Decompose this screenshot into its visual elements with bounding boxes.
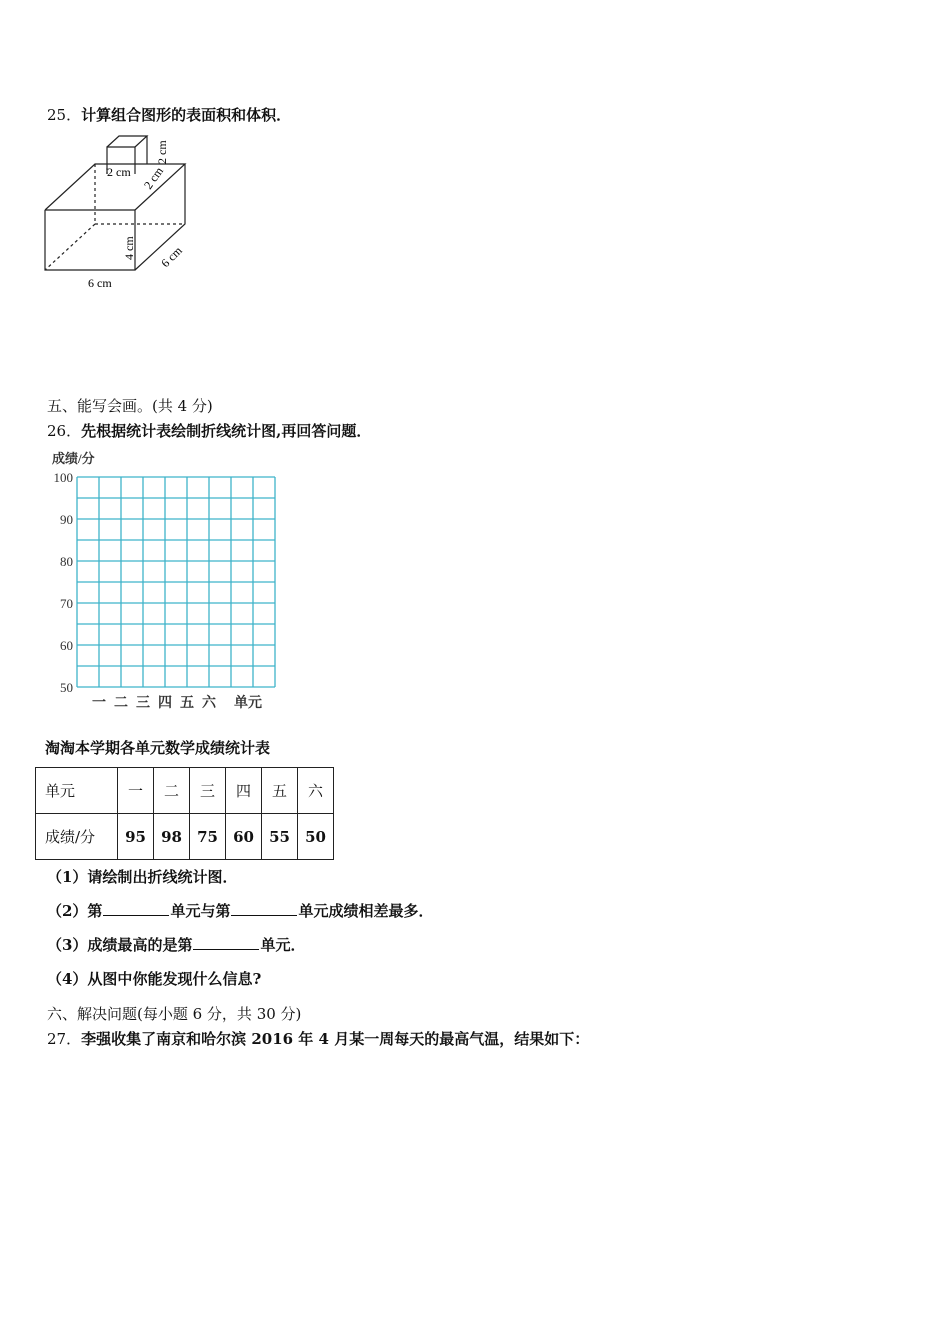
- label-small-depth: 2 cm: [140, 164, 167, 192]
- sub2-part-b: 单元与第: [170, 902, 231, 920]
- big-cuboid-hidden-edge: [45, 224, 95, 270]
- score-table: [35, 767, 334, 860]
- unit-cell: 六: [298, 768, 334, 814]
- question-number: 25．: [47, 106, 82, 124]
- sub-question-1: （1）请绘制出折线统计图．: [47, 868, 238, 886]
- y-tick-label: 100: [53, 470, 73, 485]
- x-tick-label: 二: [114, 696, 128, 711]
- sub2-part-c: 单元成绩相差最多．: [298, 902, 434, 920]
- x-axis-title: 单元: [234, 696, 262, 711]
- question-26: [47, 420, 371, 441]
- composite-solid-figure: [40, 128, 200, 293]
- q27-year: 2016: [251, 1030, 294, 1048]
- y-tick-label: 70: [60, 596, 73, 611]
- y-tick-label: 90: [60, 512, 73, 527]
- question-text: 先根据统计表绘制折线统计图,再回答问题．: [81, 422, 372, 440]
- sub3-part-b: 单元．: [260, 936, 306, 954]
- unit-cell: 四: [226, 768, 262, 814]
- section-5-title: 五、能写会画。(共 4 分): [47, 397, 213, 415]
- sub-question-3: [47, 934, 305, 955]
- score-header: 成绩/分: [36, 814, 118, 860]
- x-tick-label: 三: [136, 696, 150, 711]
- label-small-height: 2 cm: [155, 140, 169, 164]
- question-number: 27．: [47, 1030, 82, 1048]
- score-cell: 55: [262, 814, 298, 860]
- unit-cell: 五: [262, 768, 298, 814]
- label-big-width: 6 cm: [88, 276, 112, 290]
- x-tick-label: 六: [202, 696, 216, 711]
- q27-text-b: 年: [293, 1030, 319, 1048]
- sub-question-4: （4）从图中你能发现什么信息?: [47, 970, 262, 988]
- unit-cell: 一: [118, 768, 154, 814]
- score-cell: 95: [118, 814, 154, 860]
- label-big-height: 4 cm: [122, 236, 136, 260]
- question-25: [47, 104, 291, 125]
- unit-cell: 三: [190, 768, 226, 814]
- section-6-title: 六、解决问题(每小题 6 分，共 30 分): [47, 1005, 302, 1023]
- y-tick-label: 80: [60, 554, 73, 569]
- unit-header: 单元: [36, 768, 118, 814]
- x-tick-label: 一: [92, 696, 106, 711]
- label-small-width: 2 cm: [107, 165, 131, 179]
- unit-row: [36, 768, 334, 814]
- score-cell: 50: [298, 814, 334, 860]
- y-tick-label: 50: [60, 680, 73, 695]
- question-number: 26．: [47, 422, 82, 440]
- score-row: [36, 814, 334, 860]
- score-cell: 75: [190, 814, 226, 860]
- x-tick-label: 四: [158, 696, 172, 711]
- x-tick-label: 五: [180, 696, 194, 711]
- small-cube-top-face: [107, 136, 147, 147]
- y-axis-title: 成绩/分: [52, 451, 95, 466]
- line-chart-grid: [40, 444, 280, 712]
- sub-question-2: [47, 900, 433, 921]
- y-tick-label: 60: [60, 638, 73, 653]
- question-text: 计算组合图形的表面积和体积．: [81, 106, 292, 124]
- answer-blank[interactable]: [231, 901, 297, 916]
- q27-text-c: 月某一周每天的最高气温，结果如下：: [328, 1030, 590, 1048]
- q27-text-a: 李强收集了南京和哈尔滨: [81, 1030, 252, 1048]
- question-27: [47, 1028, 589, 1049]
- label-big-depth: 6 cm: [158, 243, 185, 271]
- score-cell: 98: [154, 814, 190, 860]
- sub3-part-a: （3）成绩最高的是第: [47, 936, 193, 954]
- score-cell: 60: [226, 814, 262, 860]
- table-caption: 淘淘本学期各单元数学成绩统计表: [45, 739, 271, 757]
- q27-month: 4: [318, 1030, 329, 1048]
- sub2-part-a: （2）第: [47, 902, 103, 920]
- unit-cell: 二: [154, 768, 190, 814]
- answer-blank[interactable]: [193, 935, 259, 950]
- answer-blank[interactable]: [103, 901, 169, 916]
